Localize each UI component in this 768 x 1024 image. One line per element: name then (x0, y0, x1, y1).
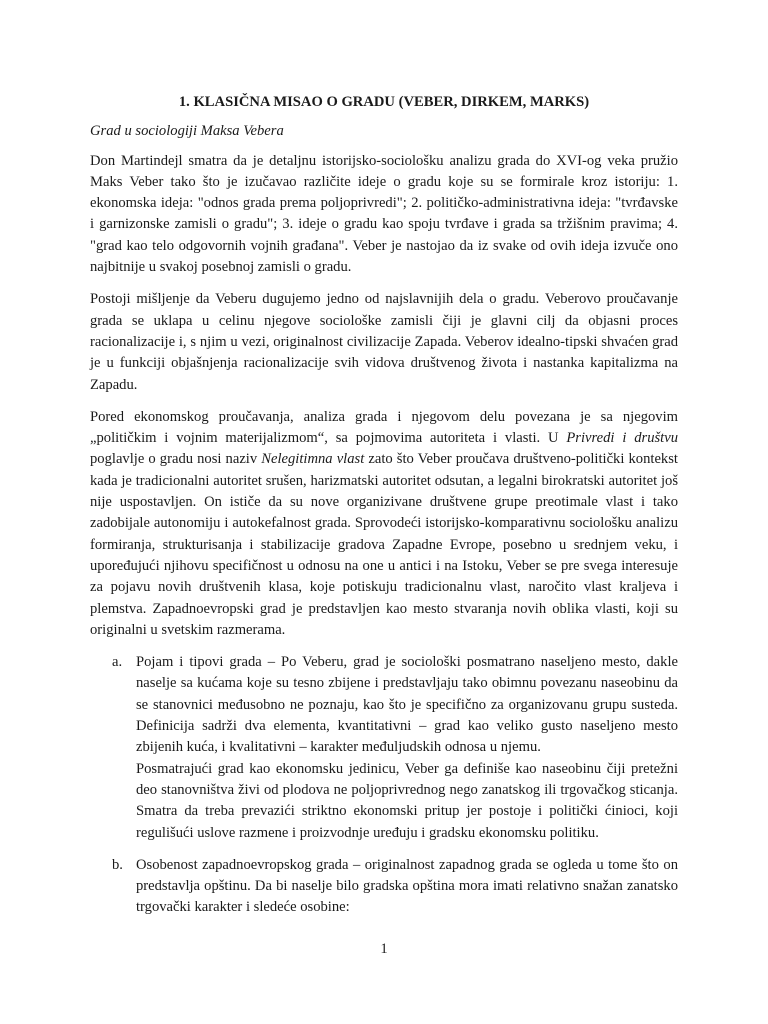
list-item-text: Pojam i tipovi grada – Po Veberu, grad je sociološki posmatrano naseljeno mesto, dakle naselje sa kućama koje su tesno zbijene i predstavljaju tako obimnu povezanu naseobinu da se stanovnici međusobno ne poznaju, kao što je specifično za organizovanu grupu susteda. Definicija sadrži dva elementa, kvantitativni – grad kao veliko gusto naseljeno mesto zbijenih kuća, i kvalitativni – karakter međuljudskih odnosa u njemu. (136, 654, 678, 756)
paragraph-3-part-1: Pored ekonomskog proučavanja, analiza grada i njegovom delu povezana je sa njegovim „političkim i vojnim materijalizmom“, sa pojmovima autoriteta i vlasti. U (90, 408, 678, 447)
list-item (90, 652, 678, 844)
list-item-text: Osobenost zapadnoevropskog grada – originalnost zapadnog grada se ogleda u tome što on predstavlja opštinu. Da bi naselje bilo gradska opština mora imati relativno snažan zanatsko trgovački karakter i sledeće osobine: (136, 856, 678, 916)
paragraph-2: Postoji mišljenje da Veberu dugujemo jedno od najslavnijih dela o gradu. Veberovo proučavanje grada se uklapa u celinu njegove sociološke zamisli čiji je glavni cilj da objasni proces racionalizacije i, s njim u vezi, originalnost civilizacije Zapada. Veberov idealno-tipski shvaćen grad je u funkciji objašnjenja racionalizacije svih vidova društvenog života i nastanka kapitalizma na Zapadu. (90, 291, 678, 393)
list-item-text-continued: Posmatrajući grad kao ekonomsku jedinicu, Veber ga definiše kao naseobinu čiji pretežni deo stanovništva živi od plodova ne poljoprivrednog nego zanatskog ili trgovačkog sticanja. Smatra da treba prevazići striktno ekonomski pritup jer postoje i politički ćinioci, koji regulišući uslove razmene i proizvodnje uređuju i gradsku ekonomsku politiku. (136, 760, 678, 841)
document-title: 1. KLASIČNA MISAO O GRADU (VEBER, DIRKEM, MARKS) (178, 94, 590, 110)
chapter-title: Nelegitimna vlast (261, 451, 365, 468)
paragraph-3 (90, 407, 678, 641)
document-page (90, 92, 678, 930)
lettered-list (90, 652, 678, 919)
book-title: Privredi i društvu (566, 430, 678, 447)
paragraph-3-part-2: poglavlje o gradu nosi naziv (90, 451, 262, 468)
list-marker: b. (112, 856, 123, 873)
section-subtitle: Grad u sociologiji Maksa Vebera (90, 123, 284, 140)
paragraph-3-part-3: zato što Veber proučava društveno-politički kontekst kada je tradicionalni autoritet srušen, harizmatski autoritet odsutan, a legalni birokratski autoritet još nije uspostavljen. On ističe da su nove organizivane društvene grupe preotimale vlast i tako zadobijale autonomiju i autokefalnost grada. Sprovodeći istorijsko-komparativnu sociološku analizu formiranja, strukturisanja i stabilizacije gradova Zapadne Evrope, posebno u srednjem veku, i upoređujući njihovu specifičnost u odnosu na one u antici i na Istoku, Veber se pre svega interesuje za pojavu novih društvenih klasa, koje potiskuju tradicionalnu vlast, naročito vlast kraljeva i plemstva. Zapadnoevropski grad je predstavljen kao mesto stvaranja novih oblika vlasti, koji su originalni u svetskim razmerama. (90, 451, 678, 638)
list-item (90, 855, 678, 919)
list-marker: a. (112, 654, 123, 671)
page-number: 1 (380, 941, 388, 957)
paragraph-1: Don Martindejl smatra da je detaljnu istorijsko-sociološku analizu grada do XVI-og veka pružio Maks Veber tako što je izučavao različite ideje o gradu koje su se formirale kroz istoriju: 1. ekonomska ideja: "odnos grada prema poljoprivredi"; 2. političko-administrativna ideja: "tvrđavske i garnizonske zamisli o gradu"; 3. ideje o gradu kao spoju tvrđave i grada sa tržišnim pravima; 4. "grad kao telo odgovornih vojnih građana". Veber je nastojao da iz svake od ovih ideja izvuče ono najbitnije u svakoj posebnoj zamisli o gradu. (90, 152, 678, 276)
